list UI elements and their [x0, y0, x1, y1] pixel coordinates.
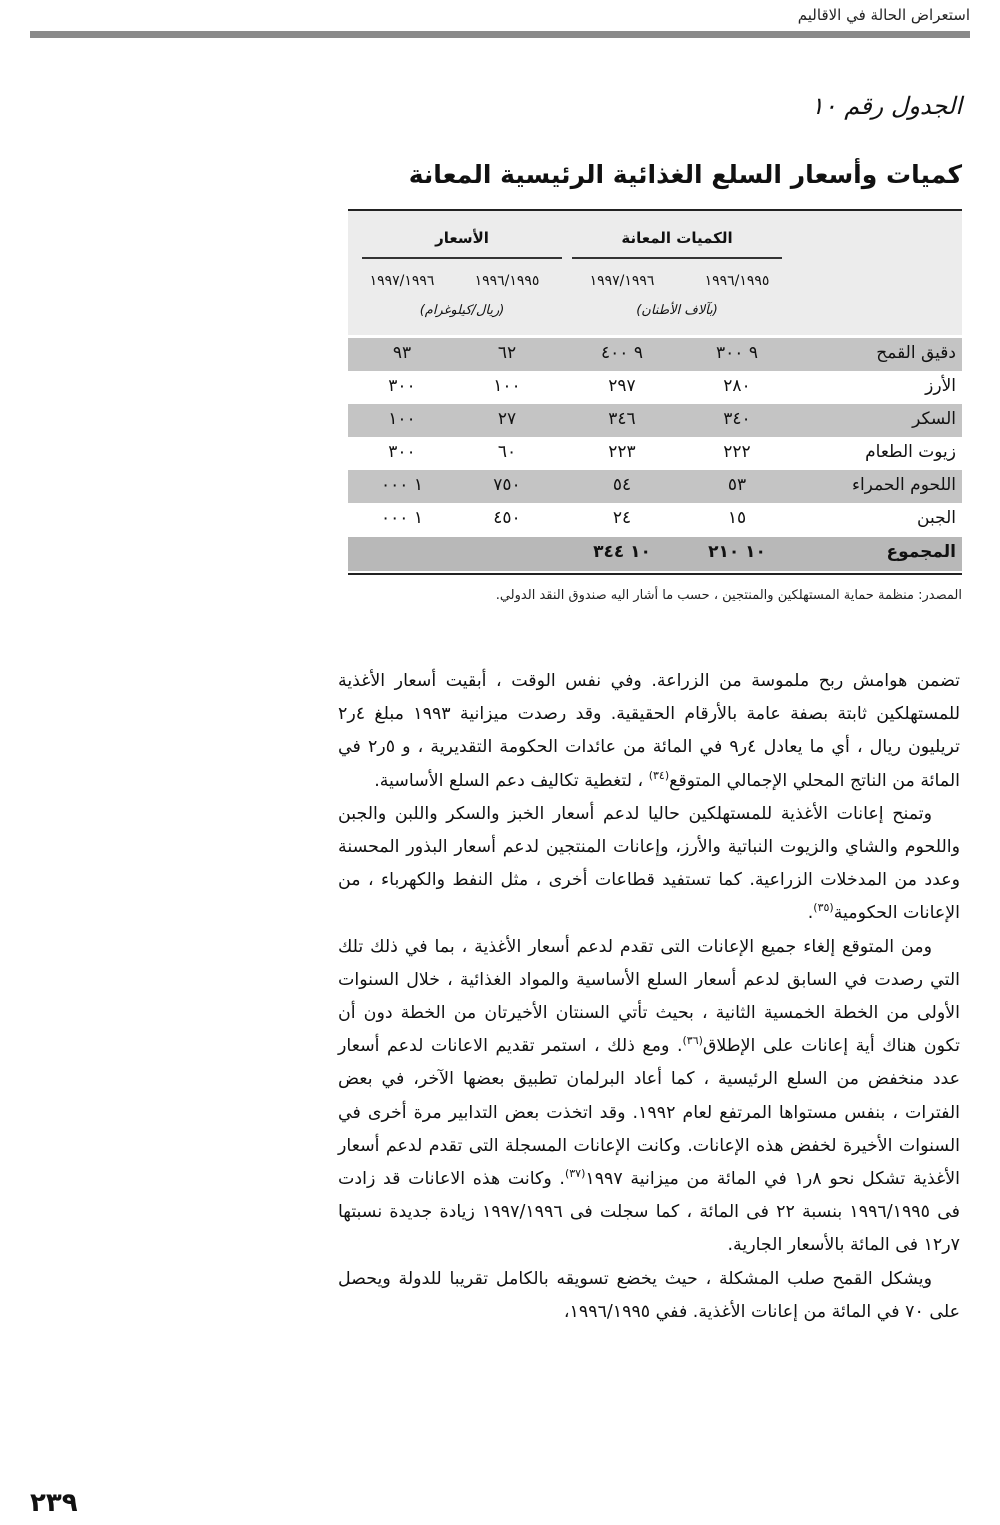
price-1996-cell: ٣٠٠ [388, 442, 416, 462]
price-1995-cell: ١٠٠ [493, 376, 521, 396]
page-number: ٢٣٩ [30, 1488, 78, 1518]
row-label: السكر [912, 409, 956, 429]
total-quantity-1996: ١٠ ٣٤٤ [593, 542, 651, 562]
row-label: الأرز [925, 376, 956, 396]
price-1995-cell: ٦٠ [497, 442, 517, 462]
row-label: الجبن [917, 508, 956, 528]
quantity-1996-cell: ٢٤ [612, 508, 632, 528]
table-title: كميات وأسعار السلع الغذائية الرئيسية المعانة [408, 160, 962, 189]
unit-label-prices: (ريال/كيلوغرام) [419, 303, 505, 318]
running-head: استعراض الحالة في الاقاليم [797, 6, 970, 24]
paragraph: تضمن هوامش ربح ملموسة من الزراعة. وفي نفس الوقت ، أبقيت أسعار الأغذية للمستهلكين ثابتة بصفة عامة بالأرقام الحقيقية. وقد رصدت ميزانية ١٩٩٣ مبلغ ٤ر٢ تريليون ريال ، أي ما يعادل ٤ر٩ في المائة من عائدات الحكومة التقديرية ، و ٥ر٢ في المائة من الناتج المحلي الإجمالي المتوقع$^{(٣٤)}$ ، لتغطية تكاليف دعم السلع الأساسية. [338, 671, 960, 791]
total-row [348, 537, 962, 571]
paragraph: وتمنح إعانات الأغذية للمستهلكين حاليا لدعم أسعار الخبز والسكر واللبن والجبن واللحوم والشاي والزيوت النباتية والأرز، وإعانات المنتجين لدعم أسعار البذور المحسنة وعدد من المدخلات الزراعية. كما تستفيد قطاعات أخرى ، مثل النفط والكهرباء ، من الإعانات الحكومية$^{(٣٥)}$. [338, 803, 960, 924]
data-table [348, 209, 962, 575]
quantity-1996-cell: ٩ ٤٠٠ [601, 343, 643, 363]
col-head-quantity-1996: ١٩٩٧/١٩٩٦ [589, 273, 655, 289]
price-1996-cell: ١٠٠ [388, 409, 416, 429]
table-row [348, 338, 962, 371]
group-rule-quantities [572, 257, 782, 259]
table-row [348, 404, 962, 437]
price-1995-cell: ٤٥٠ [493, 508, 521, 528]
group-label-prices: الأسعار [435, 229, 489, 247]
table-row [348, 503, 962, 536]
footnote-ref: (٣٥) [813, 901, 834, 915]
header-rule [30, 31, 970, 38]
row-label: زيوت الطعام [865, 442, 956, 462]
unit-label-quantities: (بآلاف الأطنان) [636, 303, 718, 318]
total-quantity-1995: ١٠ ٢١٠ [708, 542, 766, 562]
quantity-1996-cell: ٢٢٣ [608, 442, 636, 462]
table-row [348, 371, 962, 404]
quantity-1995-cell: ٣٤٠ [723, 409, 751, 429]
col-head-price-1996: ١٩٩٧/١٩٩٦ [369, 273, 435, 289]
row-label: اللحوم الحمراء [851, 475, 956, 495]
price-1996-cell: ٣٠٠ [388, 376, 416, 396]
quantity-1995-cell: ٥٣ [727, 475, 747, 495]
footnote-ref: (٣٤) [648, 768, 670, 782]
group-rule-prices [362, 257, 562, 259]
price-1996-cell: ٩٣ [392, 343, 412, 363]
col-head-quantity-1995: ١٩٩٦/١٩٩٥ [704, 273, 770, 289]
table-number: الجدول رقم ١٠ [810, 92, 962, 120]
paragraph: ويشكل القمح صلب المشكلة ، حيث يخضع تسويقه بالكامل تقريبا للدولة ويحصل على ٧٠ في المائة من إعانات الأغذية. ففي ١٩٩٦/١٩٩٥، [338, 1268, 960, 1322]
price-1995-cell: ٢٧ [497, 409, 517, 429]
footnote-ref: (٣٦) [682, 1034, 703, 1048]
quantity-1996-cell: ٥٤ [612, 475, 632, 495]
table-source-note: المصدر: منظمة حماية المستهلكين والمنتجين ، حسب ما أشار اليه صندوق النقد الدولي. [495, 588, 962, 603]
paragraph: ومن المتوقع إلغاء جميع الإعانات التى تقدم لدعم أسعار الأغذية ، بما في ذلك تلك التي رصدت في السابق لدعم أسعار السلع الأساسية والمواد الغذائية ، خلال السنوات الأولى من الخطة الخمسية الثانية ، بحيث تأتي السنتان الأخيرتان من الخطة دون أن تكون هناك أية إعانات على الإطلاق$^{(٣٦)}$. ومع ذلك ، استمر تقديم الاعانات لدعم أسعار عدد منخفض من السلع الرئيسية ، كما أعاد البرلمان تطبيق بعضها الآخر، في بعض الفترات ، بنفس مستواها المرتفع لعام ١٩٩٢. وقد اتخذت بعض التدابير مرة أخرى في السنوات الأخيرة لخفض هذه الإعانات. وكانت الإعانات المسجلة التى تقدم لدعم أسعار الأغذية تشكل نحو ٨ر١ في المائة من ميزانية ١٩٩٧$^{(٣٧)}$. وكانت هذه الاعانات قد زادت فى ١٩٩٦/١٩٩٥ بنسبة ٢٢ فى المائة ، كما سجلت فى ١٩٩٧/١٩٩٦ زيادة جديدة نسبتها ٧ر١٢ فى المائة بالأسعار الجارية. [338, 936, 960, 1256]
quantity-1996-cell: ٢٩٧ [608, 376, 636, 396]
total-label: المجموع [886, 542, 956, 562]
col-head-price-1995: ١٩٩٦/١٩٩٥ [474, 273, 540, 289]
table-row [348, 437, 962, 470]
price-1995-cell: ٦٢ [497, 343, 517, 363]
body-text [338, 665, 960, 1329]
quantity-1995-cell: ٩ ٣٠٠ [716, 343, 758, 363]
price-1995-cell: ٧٥٠ [493, 475, 521, 495]
table-header [348, 211, 962, 335]
group-label-quantities: الكميات المعانة [621, 229, 733, 247]
quantity-1996-cell: ٣٤٦ [608, 409, 636, 429]
price-1996-cell: ١ ٠٠٠ [381, 475, 423, 495]
table-row [348, 470, 962, 503]
quantity-1995-cell: ٢٨٠ [723, 376, 751, 396]
price-1996-cell: ١ ٠٠٠ [381, 508, 423, 528]
quantity-1995-cell: ١٥ [727, 508, 747, 528]
footnote-ref: (٣٧) [564, 1167, 586, 1181]
row-label: دقيق القمح [876, 343, 956, 363]
quantity-1995-cell: ٢٢٢ [723, 442, 751, 462]
